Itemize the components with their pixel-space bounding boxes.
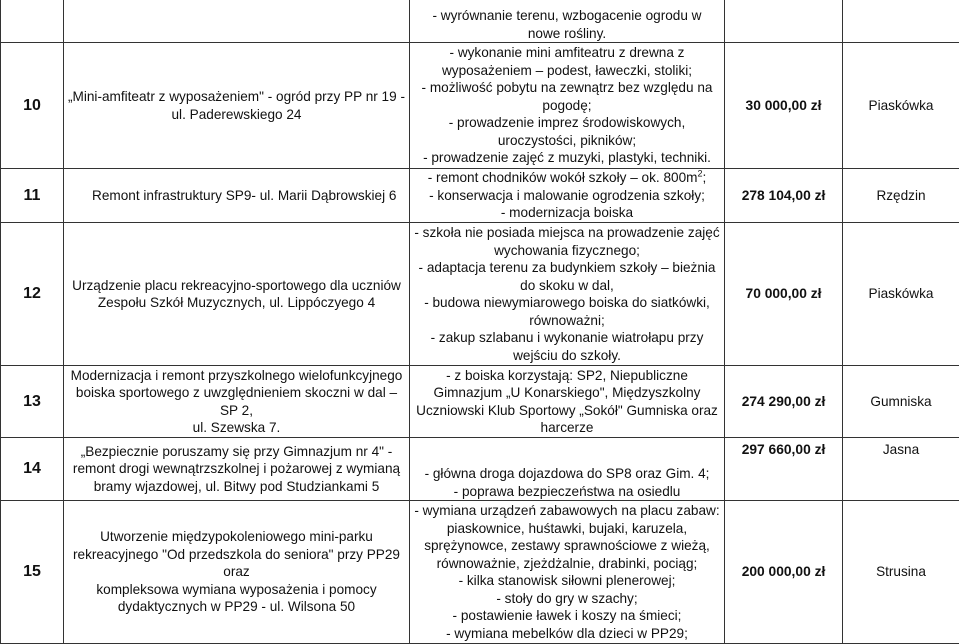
row-number: 15: [1, 501, 64, 644]
project-area: [843, 0, 959, 43]
row-number: 11: [1, 169, 64, 223]
table-row: [1, 366, 959, 438]
project-description: - wymiana urządzeń zabawowych na placu zabaw: piaskownice, huśtawki, bujaki, karuzela, sprężynowce, zestawy sprawnościowe z wieżą, równoważnie, zjeżdżalnie, drabinki, pociąg; - kilka stanowisk siłowni plenerowej; - stoły do gry w szachy; - postawienie ławek i koszy na śmieci; - wymiana mebelków dla dzieci w PP29;: [410, 501, 725, 644]
project-cost: 297 660,00 zł: [725, 438, 843, 501]
table-row: [1, 43, 959, 169]
project-cost: 278 104,00 zł: [725, 169, 843, 223]
project-cost: 200 000,00 zł: [725, 501, 843, 644]
table-row: [1, 501, 959, 644]
project-cost: 30 000,00 zł: [725, 43, 843, 169]
project-cost: 274 290,00 zł: [725, 366, 843, 438]
project-name: [64, 0, 410, 43]
project-area: Jasna: [843, 438, 959, 501]
project-description: - wykonanie mini amfiteatru z drewna z wyposażeniem – podest, ławeczki, stoliki; - możliwość pobytu na zewnątrz bez względu na pogodę; - prowadzenie imprez środowiskowych, uroczystości, pikników; - prowadzenie zajęć z muzyki, plastyki, techniki.: [410, 43, 725, 169]
table-row: [1, 169, 959, 223]
project-name: Urządzenie placu rekreacyjno-sportowego dla uczniów Zespołu Szkół Muzycznych, ul. Lippóczyego 4: [64, 223, 410, 366]
row-number: [1, 0, 64, 43]
project-cost: 70 000,00 zł: [725, 223, 843, 366]
project-area: Gumniska: [843, 366, 959, 438]
project-name: Modernizacja i remont przyszkolnego wielofunkcyjnego boiska sportowego z uwzględnieniem skoczni w dal – SP 2, ul. Szewska 7.: [64, 366, 410, 438]
project-name: „Mini-amfiteatr z wyposażeniem" - ogród przy PP nr 19 - ul. Paderewskiego 24: [64, 43, 410, 169]
row-number: 10: [1, 43, 64, 169]
project-area: Piaskówka: [843, 43, 959, 169]
project-area: Rzędzin: [843, 169, 959, 223]
table-row: [1, 223, 959, 366]
project-area: Strusina: [843, 501, 959, 644]
row-number: 13: [1, 366, 64, 438]
row-number: 12: [1, 223, 64, 366]
project-description: - główna droga dojazdowa do SP8 oraz Gim. 4; - poprawa bezpieczeństwa na osiedlu: [410, 438, 725, 501]
project-description: - wyrównanie terenu, wzbogacenie ogrodu w nowe rośliny.: [410, 0, 725, 43]
project-description: - remont chodników wokół szkoły – ok. $800m^2$; - konserwacja i malowanie ogrodzenia szkoły; - modernizacja boiska: [410, 169, 725, 223]
project-area: Piaskówka: [843, 223, 959, 366]
row-number: 14: [1, 438, 64, 501]
project-cost: [725, 0, 843, 43]
project-name: Remont infrastruktury SP9- ul. Marii Dąbrowskiej 6: [64, 169, 410, 223]
project-name: Utworzenie międzypokoleniowego mini-parku rekreacyjnego "Od przedszkola do seniora" przy PP29 oraz kompleksowa wymiana wyposażenia i pomocy dydaktycznych w PP29 - ul. Wilsona 50: [64, 501, 410, 644]
table-row: [1, 438, 959, 501]
project-name: „Bezpiecznie poruszamy się przy Gimnazjum nr 4" - remont drogi wewnątrzszkolnej i pożarowej z wymianą bramy wjazdowej, ul. Bitwy pod Studziankami 5: [64, 438, 410, 501]
project-description: - z boiska korzystają: SP2, Niepubliczne Gimnazjum „U Konarskiego", Międzyszkolny Uczniowski Klub Sportowy „Sokół" Gumniska oraz harcerze: [410, 366, 725, 438]
table-row: [1, 0, 959, 43]
project-description: - szkoła nie posiada miejsca na prowadzenie zajęć wychowania fizycznego; - adaptacja terenu za budynkiem szkoły – bieżnia do skoku w dal, - budowa niewymiarowego boiska do siatkówki, równoważni; - zakup szlabanu i wykonanie wiatrołapu przy wejściu do szkoły.: [410, 223, 725, 366]
